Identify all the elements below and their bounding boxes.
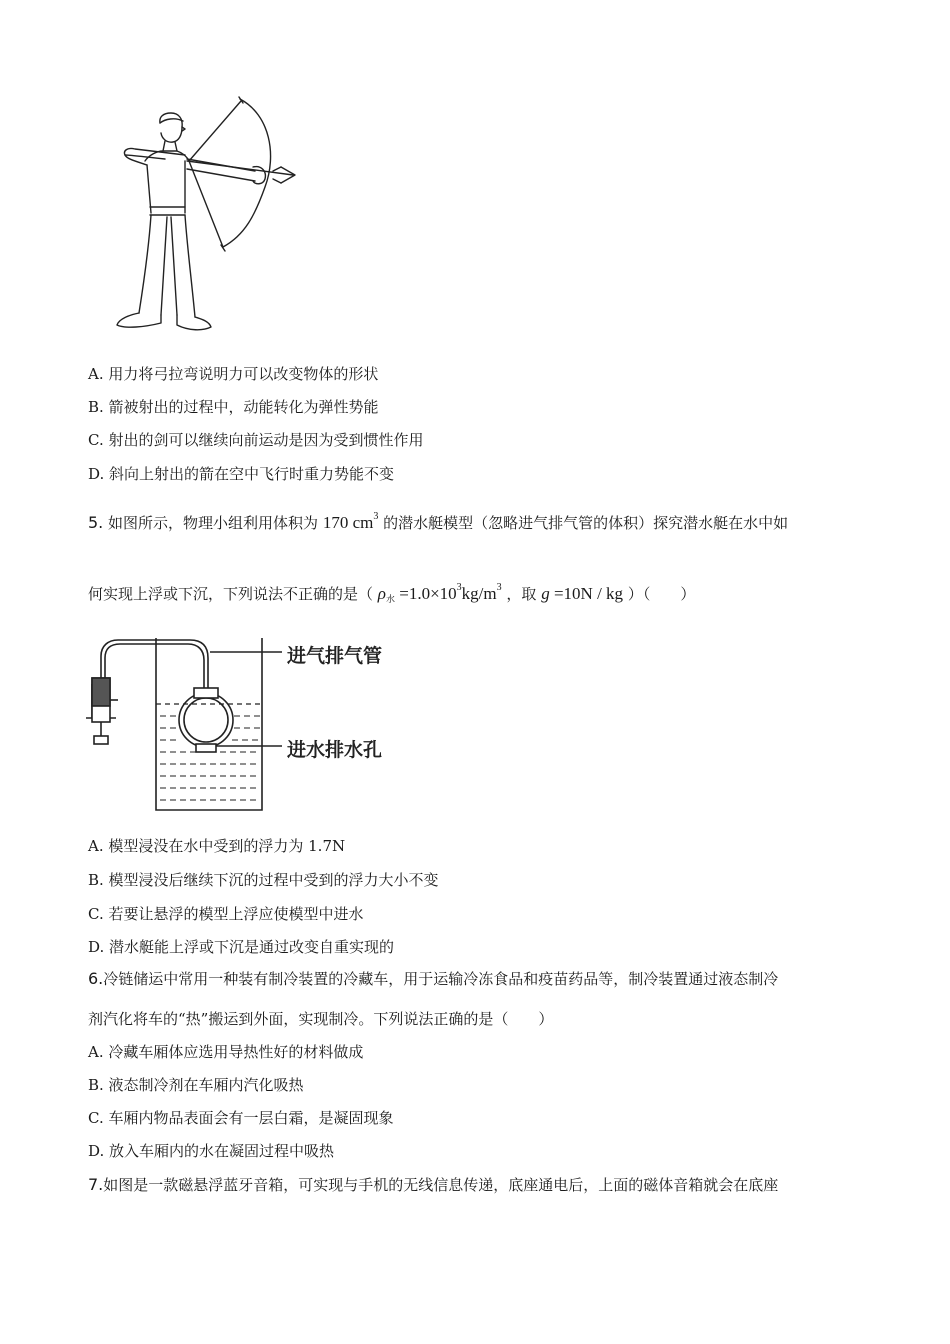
q6-number: 6. bbox=[88, 969, 104, 988]
archer-figure bbox=[105, 95, 305, 340]
q5-option-a: A. 模型浸没在水中受到的浮力为 1.7N bbox=[88, 837, 346, 855]
q4-option-b: B. 箭被射出的过程中，动能转化为弹性势能 bbox=[88, 398, 379, 416]
q5-stem-line1 bbox=[88, 506, 788, 534]
q6-option-c: C. 车厢内物品表面会有一层白霜，是凝固现象 bbox=[88, 1109, 394, 1127]
q5-text-c: 何实现上浮或下沉，下列说法不正确的是（ bbox=[88, 585, 374, 603]
q6-text-a: 冷链储运中常用一种装有制冷装置的冷藏车，用于运输冷冻食品和疫苗药品等，制冷装置通过液态制冷 bbox=[103, 970, 779, 988]
q6-stem-line2: 剂汽化将车的“热”搬运到外面，实现制冷。下列说法正确的是（ ） bbox=[88, 1010, 554, 1028]
label-water-hole: 进水排水孔 bbox=[287, 739, 383, 761]
q6-stem-line1 bbox=[88, 968, 778, 990]
q5-option-c: C. 若要让悬浮的模型上浮应使模型中进水 bbox=[88, 905, 364, 923]
q6-option-b: B. 液态制冷剂在车厢内汽化吸热 bbox=[88, 1076, 304, 1094]
q7-text-a: 如图是一款磁悬浮蓝牙音箱，可实现与手机的无线信息传递，底座通电后，上面的磁体音箱就会在底座 bbox=[103, 1176, 779, 1194]
q5-text-a: 如图所示，物理小组利用体积为 bbox=[108, 514, 319, 532]
q5-g-formula: g =10N / kg bbox=[541, 584, 624, 603]
q5-text-b: 的潜水艇模型（忽略进气排气管的体积）探究潜水艇在水中如 bbox=[383, 514, 789, 532]
q5-number: 5. bbox=[88, 513, 104, 532]
q5-take-g: ，取 bbox=[506, 585, 537, 603]
q5-volume: 170 $cm^3$ bbox=[322, 511, 379, 532]
q5-option-b: B. 模型浸没后继续下沉的过程中受到的浮力大小不变 bbox=[88, 871, 439, 889]
q5-density-formula: $\rho_水 =1.0\times 10^3kg/m^3$ bbox=[377, 582, 502, 604]
q5-stem-line2 bbox=[88, 577, 695, 610]
q5-option-d: D. 潜水艇能上浮或下沉是通过改变自重实现的 bbox=[88, 938, 395, 956]
q6-option-d: D. 放入车厢内的水在凝固过程中吸热 bbox=[88, 1142, 335, 1160]
q5-text-d: ）（ ） bbox=[627, 585, 696, 603]
q4-option-a: A. 用力将弓拉弯说明力可以改变物体的形状 bbox=[88, 365, 379, 383]
q7-number: 7. bbox=[88, 1175, 104, 1194]
q6-option-a: A. 冷藏车厢体应选用导热性好的材料做成 bbox=[88, 1043, 364, 1061]
q4-option-d: D. 斜向上射出的箭在空中飞行时重力势能不变 bbox=[88, 465, 395, 483]
q4-option-c: C. 射出的剑可以继续向前运动是因为受到惯性作用 bbox=[88, 431, 424, 449]
q7-stem-line1 bbox=[88, 1174, 778, 1196]
label-intake-exhaust-tube: 进气排气管 bbox=[287, 645, 383, 667]
